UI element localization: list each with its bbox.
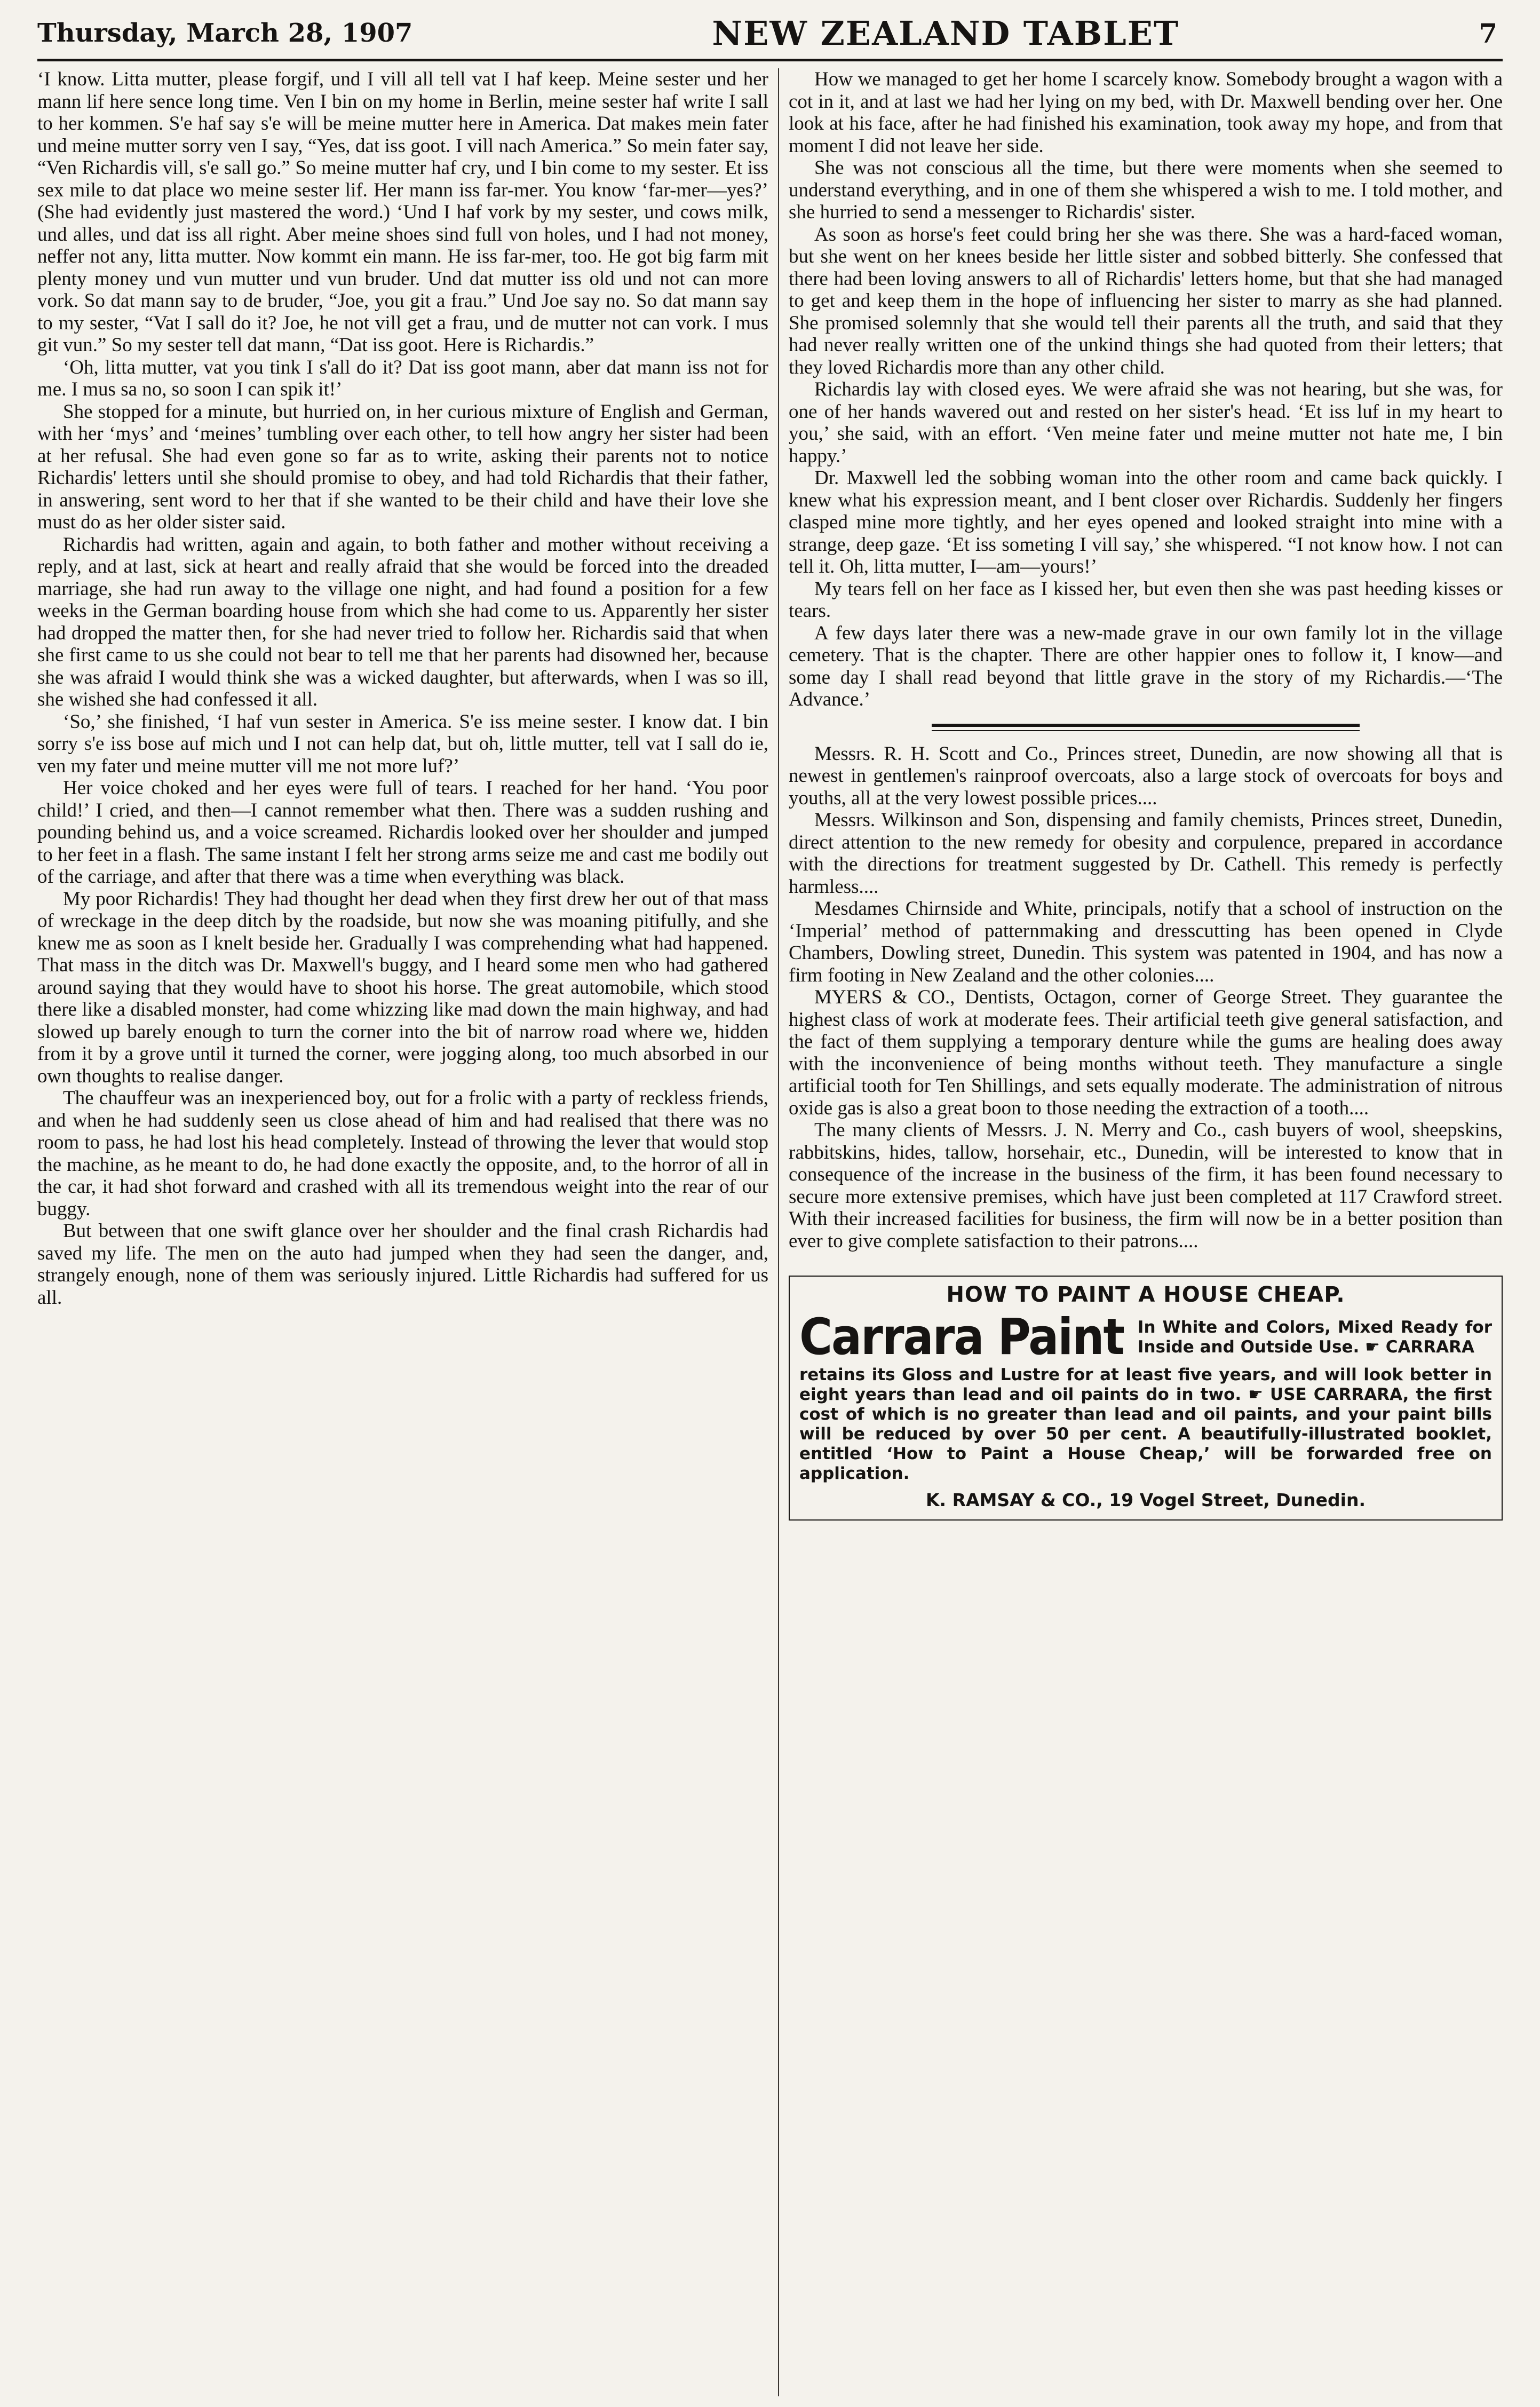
notice-paragraph: Messrs. Wilkinson and Son, dispensing and family chemists, Princes street, Dunedin, direct attention to the new remedy for obesity and corpulence, prepared in accordance with the directions for treatment suggested by Dr. Cathell. This remedy is perfectly harmless.... — [789, 809, 1503, 898]
story-paragraph: My tears fell on her face as I kissed her, but even then she was past heeding kisses or tears. — [789, 577, 1503, 622]
notice-paragraph: Mesdames Chirnside and White, principals, notify that a school of instruction on the ‘Imperial’ method of patternmaking and dresscutting has been opened in Clyde Chambers, Dowling street, Dunedin. This system was patented in 1904, and has now a firm footing in New Zealand and the other colonies.... — [789, 898, 1503, 986]
advert-top-row — [799, 1308, 1492, 1366]
story-paragraph: She stopped for a minute, but hurried on, in her curious mixture of English and German, with her ‘mys’ and ‘meines’ tumbling over each other, to tell how angry her sister had been at her refusal. She had even gone so far as to write, asking their parents not to notice Richardis' letters until she should promise to obey, and had told Richardis that their father, in answering, sent word to her that if she wanted to be their child and have their love she must do as her older sister said. — [37, 400, 768, 533]
advert-brand: Carrara Paint — [799, 1308, 1124, 1366]
newspaper-title: NEW ZEALAND TABLET — [712, 13, 1180, 53]
story-paragraph: But between that one swift glance over her shoulder and the final crash Richardis had saved my life. The men on the auto had jumped when they had seen the danger, and, strangely enough, none of them was seriously injured. Little Richardis had suffered for us all. — [37, 1220, 768, 1309]
story-paragraph: A few days later there was a new-made grave in our own family lot in the village cemetery. That is the chapter. There are other happier ones to follow it, I know—and some day I shall read beyond that little grave in the story of my Richardis.—‘The Advance.’ — [789, 622, 1503, 710]
notice-paragraph: Messrs. R. H. Scott and Co., Princes street, Dunedin, are now showing all that is newest in gentlemen's rainproof overcoats, also a large stock of overcoats for boys and youths, all at the very lowest possible prices.... — [789, 742, 1503, 809]
story-paragraph: Dr. Maxwell led the sobbing woman into the other room and came back quickly. I knew what his expression meant, and I bent closer over Richardis. Suddenly her fingers clasped mine more tightly, and her eyes opened and looked straight into mine with a strange, deep gaze. ‘Et iss someting I vill say,’ she whispered. “I not know how. I not can tell it. Oh, litta mutter, I—am—yours!’ — [789, 467, 1503, 577]
story-paragraph: The chauffeur was an inexperienced boy, out for a frolic with a party of reckless friends, and when he had suddenly seen us close ahead of him and had realised that there was no room to pass, he had lost his head completely. Instead of throwing the lever that would stop the machine, as he meant to do, he had done exactly the opposite, and, to the horror of all in the car, it had shot forward and crashed with all its tremendous weight into the rear of our buggy. — [37, 1087, 768, 1220]
story-paragraph: ‘I know. Litta mutter, please forgif, und I vill all tell vat I haf keep. Meine sester und her mann lif here sence long time. Ven I bin on my home in Berlin, meine sester haf write I sall to her kommen. S'e haf say s'e will be meine mutter here in America. Dat makes mein fater und meine mutter sorry ven I say, “Yes, dat iss goot. I vill nach America.” So mein fater say, “Ven Richardis vill, s'e sall go.” So meine mutter haf cry, und I bin come to my sester. Et iss sex mile to dat place wo meine sester lif. Her mann iss far-mer. You know ‘far-mer—yes?’ (She had evidently just mastered the word.) ‘Und I haf vork by my sester, und cows milk, und alles, und dat iss all right. Aber meine shoes sind full von holes, und I had not money, neffer not any, litta mutter. Now kommt ein mann. He iss far-mer, too. He got big farm mit plenty money und vun mutter und vun bruder. Und dat mutter iss old und not can more vork. So dat mann say to de bruder, “Joe, you git a frau.” Und Joe say no. So dat mann say to my sester, “Vat I sall do it? Joe, he not vill get a frau, und de mutter not can vork. I mus git vun.” So my sester tell dat mann, “Dat iss goot. Here is Richardis.” — [37, 68, 768, 356]
advert-address: K. RAMSAY & CO., 19 Vogel Street, Dunedin. — [925, 1489, 1366, 1510]
story-paragraph: Her voice choked and her eyes were full of tears. I reached for her hand. ‘You poor child!’ I cried, and then—I cannot remember what then. There was a sudden rushing and pounding behind us, and a voice screamed. Richardis looked over her shoulder and jumped to her feet in a flash. The same instant I felt her strong arms seize me and cast me bodily out of the carriage, and after that there was a time when everything was black. — [37, 777, 768, 888]
story-paragraph: Richardis lay with closed eyes. We were afraid she was not hearing, but she was, for one of her hands wavered out and rested on her sister's head. ‘Et iss luf in my heart to you,’ she said, with an effort. ‘Ven meine fater und meine mutter not hate me, I bin happy.’ — [789, 378, 1503, 467]
story-paragraph: ‘Oh, litta mutter, vat you tink I s'all do it? Dat iss goot mann, aber dat mann iss not for me. I mus sa no, so soon I can spik it!’ — [37, 356, 768, 400]
advert-tagline: In White and Colors, Mixed Ready for Inside and Outside Use. ☛ CARRARA — [1137, 1317, 1492, 1357]
issue-date: Thursday, March 28, 1907 — [37, 18, 413, 48]
story-paragraph: How we managed to get her home I scarcely know. Somebody brought a wagon with a cot in it, and at last we had her lying on my bed, with Dr. Maxwell bending over her. One look at his face, after he had finished his examination, took away my hope, and from that moment I did not leave her side. — [789, 68, 1503, 157]
story-paragraph: As soon as horse's feet could bring her she was there. She was a hard-faced woman, but she went on her knees beside her little sister and sobbed bitterly. She confessed that there had been loving answers to all of Richardis' letters home, but that she had managed to get and keep them in the hope of influencing her sister to marry as she had planned. She promised solemnly that she would tell their parents all the truth, and said that they had never really written one of the unkind things she had quoted from their letters; that they loved Richardis more than any other child. — [789, 223, 1503, 378]
story-paragraph: Richardis had written, again and again, to both father and mother without receiving a reply, and at last, sick at heart and really afraid that she would be forced into the dreaded marriage, she had run away to the village one night, and had found a position for a few weeks in the German boarding house from which she had come to us. Apparently her sister had dropped the matter then, for she had never tried to follow her. Richardis said that when she first came to us she could not bear to tell me that her parents had disowned her, because she was afraid I would think she was a wicked daughter, but afterwards, when I was so ill, she wished she had confessed it all. — [37, 533, 768, 710]
story-column-left — [37, 68, 768, 2396]
page-number: 7 — [1479, 17, 1497, 49]
story-paragraph: My poor Richardis! They had thought her dead when they first drew her out of that mass of wreckage in the deep ditch by the roadside, but now she was moaning pitifully, and she knew me as soon as I knelt beside her. Gradually I was comprehending what had happened. That mass in the ditch was Dr. Maxwell's buggy, and I heard some men who had gathered around saying that they would have to shoot his horse. The great automobile, which stood there like a disabled monster, had come whizzing like mad down the main highway, and had slowed up barely enough to turn the corner into the bit of narrow road where we, hidden from it by a grove until it turned the corner, were jogging along, too much absorbed in our own thoughts to realise danger. — [37, 888, 768, 1087]
column-rule — [778, 68, 779, 2396]
notice-paragraph: The many clients of Messrs. J. N. Merry and Co., cash buyers of wool, sheepskins, rabbitskins, hides, tallow, horsehair, etc., Dunedin, will be interested to know that in consequence of the increase in the business of the firm, it has been found necessary to secure more extensive premises, which have just been completed at 117 Crawford street. With their increased facilities for business, the firm will now be in a better position than ever to give complete satisfaction to their patrons.... — [789, 1119, 1503, 1252]
advert-headline: HOW TO PAINT A HOUSE CHEAP. — [946, 1282, 1345, 1307]
masthead — [37, 7, 1503, 61]
advert-body: retains its Gloss and Lustre for at least five years, and will look better in eight years than lead and oil paints do in two. ☛ USE CARRARA, the first cost of which is no greater than lead and oil paints, and your paint bills will be reduced by over 50 per cent. A beautifully-illustrated booklet, entitled ‘How to Paint a House Cheap,’ will be forwarded free on application. — [799, 1365, 1492, 1483]
story-paragraph: She was not conscious all the time, but there were moments when she seemed to understand everything, and in one of them she whispered a wish to me. I told mother, and she hurried to send a messenger to Richardis' sister. — [789, 157, 1503, 223]
story-paragraph: ‘So,’ she finished, ‘I haf vun sester in America. S'e iss meine sester. I know dat. I bin sorry s'e iss bose auf mich und I not can help dat, but oh, little mutter, tell vat I sall do ie, ven my fater und meine mutter vill me not more luf?’ — [37, 710, 768, 777]
notice-paragraph: MYERS & CO., Dentists, Octagon, corner of George Street. They guarantee the highest class of work at moderate fees. Their artificial teeth give general satisfaction, and the fact of them supplying a temporary denture while the gums are healing does away with the inconvenience of being months without teeth. They manufacture a single artificial tooth for Ten Shillings, and sets equally moderate. The administration of nitrous oxide gas is also a great boon to those needing the extraction of a tooth.... — [789, 986, 1503, 1119]
section-divider — [789, 724, 1503, 731]
story-column-right — [789, 68, 1503, 2396]
carrara-paint-advert — [789, 1276, 1503, 1521]
